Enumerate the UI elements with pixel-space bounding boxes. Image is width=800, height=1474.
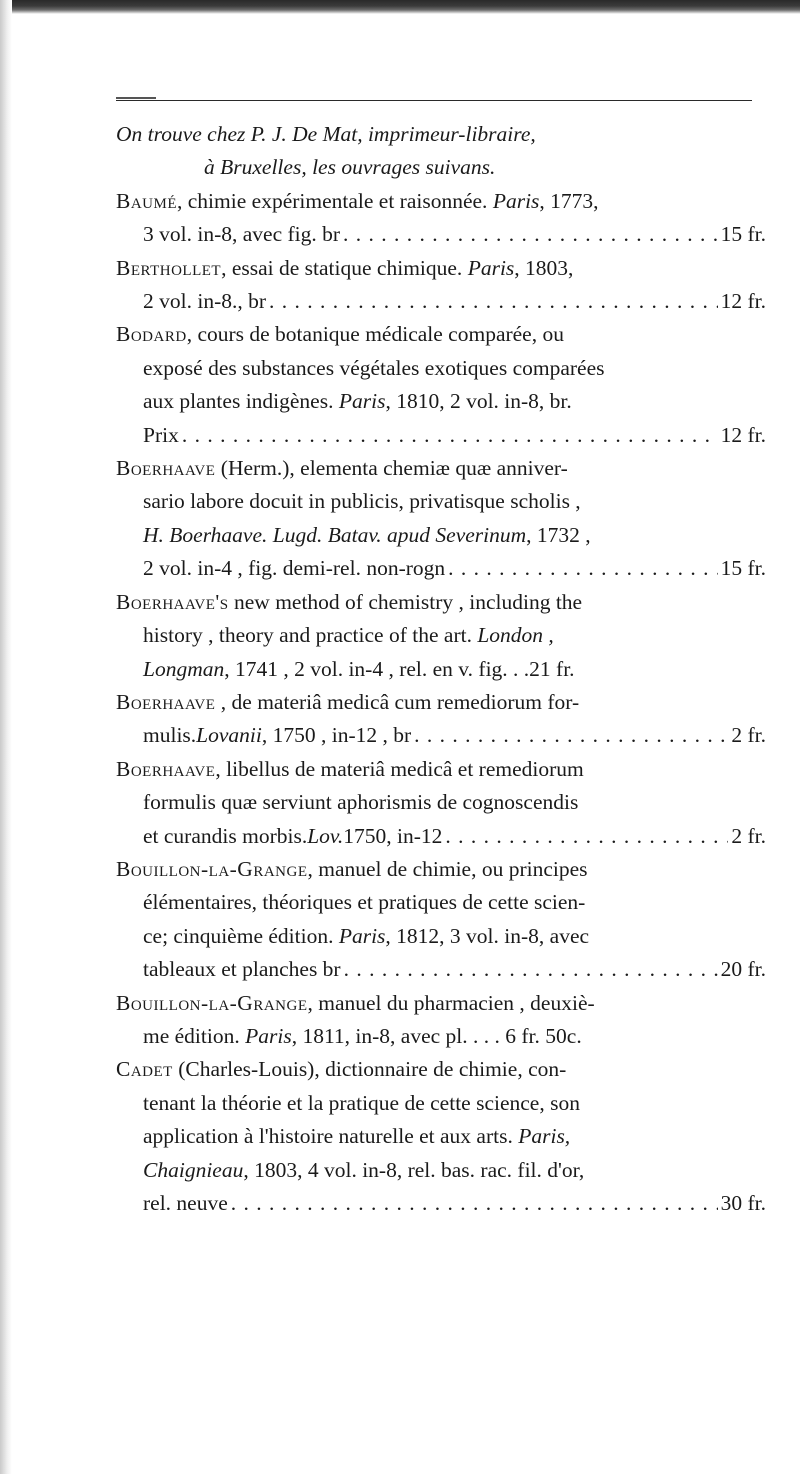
scan-shadow-left: [0, 0, 12, 1474]
entry-boerhaave-materia: Boerhaave , de materiâ medicâ cum remediorum for- mulis. Lovanii , 1750 , in-12 , br . . . 2 fr.: [116, 686, 766, 753]
entry-author: Boerhaave: [116, 689, 216, 714]
entry-author: Bodard: [116, 322, 187, 347]
entry-cadet: Cadet (Charles-Louis), dictionnaire de chimie, con- tenant la théorie et la pratique de cette science, son application à l'histoire naturelle et aux arts. Paris, Chaignieau, 1803, 4 vol. in-8, rel. bas. rac. fil. d'or, rel. neuve . . . 30 fr.: [116, 1053, 766, 1220]
entry-place: Lov.: [307, 823, 344, 848]
entry-author: Boerhaave: [116, 756, 216, 781]
entry-price: 15 fr.: [720, 222, 766, 247]
header-rule-accent: [116, 97, 156, 99]
leader-dots: [414, 719, 728, 752]
catalogue-page: [116, 118, 766, 1220]
leader-dots: [344, 953, 718, 986]
entry-author: Boerhaave: [116, 456, 216, 481]
entry-place: Lovanii: [196, 723, 262, 748]
entry-author: Bouillon-la-Grange: [116, 856, 308, 881]
entry-bouillon-pharmacien: Bouillon-la-Grange, manuel du pharmacien , deuxiè- me édition. Paris, 1811, in-8, avec pl. . . . 6 fr. 50c.: [116, 990, 595, 1048]
leader-dots: [269, 285, 718, 318]
entry-author: Boerhaave's: [116, 589, 229, 614]
entry-author: Cadet: [116, 1057, 173, 1082]
entry-author: Baumé: [116, 188, 178, 213]
entry-place: Paris,: [518, 1124, 571, 1149]
leader-dots: [445, 820, 728, 853]
entry-price: 12 fr.: [720, 289, 766, 314]
entry-price: 20 fr.: [720, 957, 766, 982]
entry-author: Bouillon-la-Grange: [116, 990, 308, 1015]
entry-bouillon-chimie: Bouillon-la-Grange, manuel de chimie, ou principes élémentaires, théoriques et pratiques de cette scien- ce; cinquième édition. Paris, 1812, 3 vol. in-8, avec tableaux et planches br . . . 20 fr.: [116, 853, 766, 987]
entry-boerhaave-libellus: Boerhaave, libellus de materiâ medicâ et remediorum formulis quæ serviunt aphorismis de cognoscendis et curandis morbis. Lov. 1750, in-12 . . . 2 fr.: [116, 753, 766, 853]
entry-berthollet: Berthollet, essai de statique chimique. Paris, 1803, 2 vol. in-8., br . . . 12 fr.: [116, 252, 766, 319]
entry-price: 2 fr.: [731, 723, 766, 748]
entry-place: Paris: [492, 188, 540, 213]
notice-line-2: à Bruxelles, les ouvrages suivans.: [204, 155, 496, 180]
scan-shadow-top: [0, 0, 800, 14]
entry-price: 15 fr.: [720, 556, 766, 581]
publisher-notice: [116, 118, 766, 185]
entry-price: 30 fr.: [720, 1191, 766, 1215]
leader-dots: [448, 552, 717, 585]
leader-dots: [182, 419, 718, 452]
header-rule: [116, 100, 752, 101]
entry-bodard: Bodard, cours de botanique médicale comparée, ou exposé des substances végétales exotiques comparées aux plantes indigènes. Paris, 1810, 2 vol. in-8, br. Prix . . . 12 fr.: [116, 318, 766, 452]
leader-dots: [343, 218, 718, 251]
entry-boerhaave-method: Boerhaave's new method of chemistry , including the history , theory and practice of the art. London , Longman, 1741 , 2 vol. in-4 , rel. en v. fig. . .21 fr.: [116, 589, 583, 681]
entry-boerhaave-elementa: Boerhaave (Herm.), elementa chemiæ quæ anniver- sario labore docuit in publicis, privatisque scholis , H. Boerhaave. Lugd. Batav. apud Severinum, 1732 , 2 vol. in-4 , fig. demi-rel. non-rogn . . . 15 fr.: [116, 452, 766, 586]
entry-place: Paris: [338, 923, 386, 948]
entry-place: Paris: [338, 389, 386, 414]
entry-place: Paris: [245, 1023, 292, 1048]
notice-line-1: On trouve chez P. J. De Mat, imprimeur-libraire,: [116, 122, 536, 146]
entry-place: Paris: [467, 255, 515, 280]
entry-place: London ,: [477, 623, 554, 648]
entry-price: 2 fr.: [731, 823, 766, 848]
entry-price: 12 fr.: [720, 422, 766, 447]
entry-baume: Baumé, chimie expérimentale et raisonnée. Paris, 1773, 3 vol. in-8, avec fig. br . . . 15 fr.: [116, 185, 766, 252]
leader-dots: [231, 1187, 718, 1220]
entry-author: Berthollet: [116, 255, 222, 280]
